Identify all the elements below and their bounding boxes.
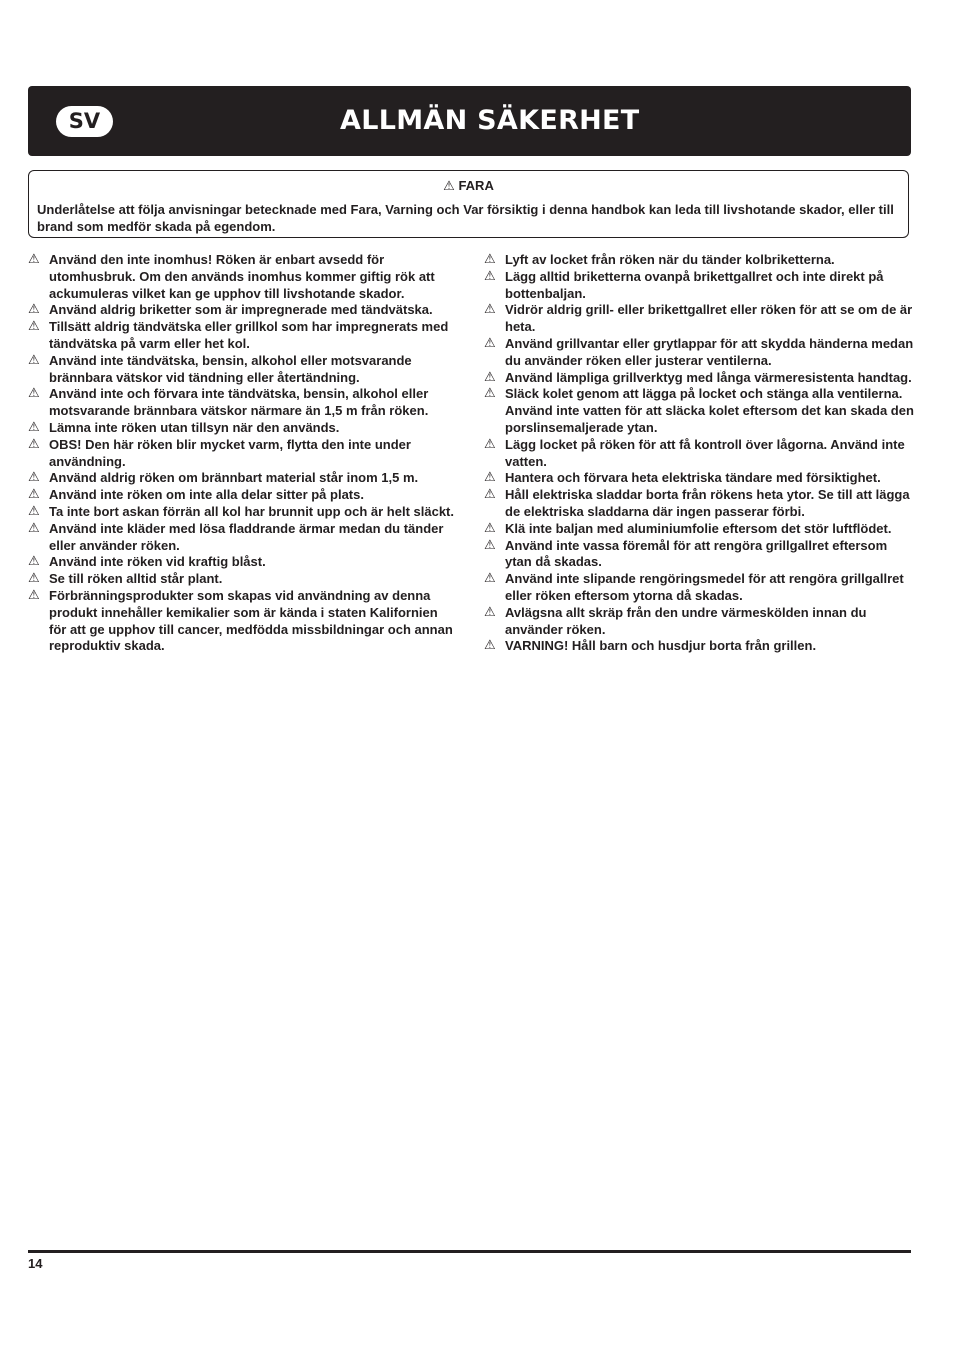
warning-triangle-icon: ⚠ (28, 319, 40, 335)
safety-item-text: Använd inte vassa föremål för att rengöra grillgallret eftersom ytan då skadas. (505, 537, 888, 570)
safety-item-text: Använd inte kläder med lösa fladdrande ärmar medan du tänder eller använder röken. (49, 520, 444, 553)
language-badge: SV (56, 106, 113, 137)
warning-triangle-icon: ⚠ (484, 302, 496, 318)
safety-item-text: Använd aldrig briketter som är impregnerade med tändvätska. (49, 302, 433, 318)
safety-list-item (28, 319, 458, 353)
warning-triangle-icon: ⚠ (484, 520, 496, 536)
safety-item-text: Lyft av locket från röken när du tänder kolbriketterna. (505, 252, 835, 267)
safety-list-item (28, 521, 458, 555)
safety-item-text: Använd inte slipande rengöringsmedel för att rengöra grillgallret eller röken eftersom ytorna då skadas. (505, 571, 904, 603)
safety-list-item (484, 336, 914, 370)
safety-item-text: Använd lämpliga grillverktyg med långa värmeresistenta handtag. (505, 369, 912, 385)
warning-triangle-icon: ⚠ (484, 436, 496, 452)
safety-item-text: Se till röken alltid står plant. (49, 571, 223, 587)
safety-list-item (484, 605, 914, 639)
safety-list-item (484, 470, 914, 487)
safety-list-item (484, 302, 914, 336)
page-title: ALLMÄN SÄKERHET (340, 105, 640, 136)
safety-list-item (28, 487, 458, 504)
safety-item-text: Lägg alltid briketterna ovanpå brikettgallret och inte direkt på bottenbaljan. (505, 268, 884, 301)
warning-triangle-icon: ⚠ (28, 503, 40, 519)
safety-list-item (28, 470, 458, 487)
safety-list-item (28, 252, 458, 302)
safety-list-item (28, 386, 458, 420)
danger-notice (28, 170, 909, 238)
safety-item-text: Använd den inte inomhus! Röken är enbart avsedd för utomhusbruk. Om den används inomhus kommer giftig rök att ackumuleras vilket kan ge upphov till livshotande skador. (49, 252, 435, 301)
danger-heading-label: FARA (458, 178, 494, 193)
safety-list-item (28, 437, 458, 471)
warning-triangle-icon: ⚠ (28, 302, 40, 318)
safety-item-text: Använd aldrig röken om brännbart material står inom 1,5 m. (49, 470, 419, 486)
warning-triangle-icon: ⚠ (28, 520, 40, 536)
warning-triangle-icon: ⚠ (484, 335, 496, 351)
safety-list-item (484, 370, 914, 387)
warning-triangle-icon: ⚠ (484, 470, 496, 486)
safety-list-item (28, 302, 458, 319)
safety-list-item (28, 554, 458, 571)
safety-item-text: Vidrör aldrig grill- eller brikettgallret eller röken för att se om de är heta. (505, 302, 913, 335)
safety-item-text: VARNING! Håll barn och husdjur borta från grillen. (505, 638, 817, 654)
safety-item-text: Tillsätt aldrig tändvätska eller grillkol som har impregnerats med tändvätska på varm eller het kol. (49, 319, 449, 351)
warning-triangle-icon: ⚠ (484, 268, 496, 284)
warning-triangle-icon: ⚠ (484, 487, 496, 503)
danger-text: Underlåtelse att följa anvisningar betecknade med Fara, Varning och Var försiktig i denna handbok kan leda till livshotande skador, eller till brand som medför skada på egendom. (37, 202, 894, 234)
safety-item-text: Håll elektriska sladdar borta från rökens heta ytor. Se till att lägga de elektriska sladdarna där ingen passerar förbi. (505, 487, 910, 519)
safety-list-left (28, 252, 458, 655)
warning-triangle-icon: ⚠ (28, 352, 40, 368)
warning-triangle-icon: ⚠ (443, 179, 455, 194)
warning-triangle-icon: ⚠ (28, 571, 40, 587)
safety-list-item (28, 571, 458, 588)
safety-list-item (484, 538, 914, 572)
safety-list-item (28, 353, 458, 387)
safety-item-text: Lägg locket på röken för att få kontroll över lågorna. Använd inte vatten. (505, 436, 905, 469)
warning-triangle-icon: ⚠ (28, 554, 40, 570)
warning-triangle-icon: ⚠ (484, 638, 496, 654)
safety-list-item (28, 504, 458, 521)
safety-item-text: Använd inte och förvara inte tändvätska, bensin, alkohol eller motsvarande brännbara vätskor närmare än 1,5 m från röken. (49, 386, 429, 419)
safety-item-text: Släck kolet genom att lägga på locket och stänga alla ventilerna. Använd inte vatten för att släcka kolet eftersom det kan skada den porslinsemaljerade ytan. (505, 386, 914, 435)
warning-triangle-icon: ⚠ (28, 252, 40, 267)
safety-list-item (28, 420, 458, 437)
warning-triangle-icon: ⚠ (484, 386, 496, 402)
warning-triangle-icon: ⚠ (484, 369, 496, 385)
safety-item-text: Använd inte röken om inte alla delar sitter på plats. (49, 487, 364, 503)
safety-list-item (484, 571, 914, 605)
safety-list-item (484, 269, 914, 303)
warning-triangle-icon: ⚠ (28, 436, 40, 452)
section-header (28, 86, 911, 156)
safety-item-text: Använd inte tändvätska, bensin, alkohol eller motsvarande brännbara vätskor vid tändning eller återtändning. (49, 352, 412, 385)
warning-triangle-icon: ⚠ (484, 537, 496, 553)
page-number: 14 (28, 1256, 43, 1271)
safety-item-text: Avlägsna allt skräp från den undre värmeskölden innan du använder röken. (505, 604, 867, 637)
safety-item-text: Förbränningsprodukter som skapas vid användning av denna produkt innehåller kemikalier som är kända i staten Kalifornien för att ge upphov till cancer, medfödda missbildningar och annan reproduktiv skada. (49, 587, 453, 654)
safety-item-text: OBS! Den här röken blir mycket varm, flytta den inte under användning. (49, 436, 411, 469)
safety-item-text: Lämna inte röken utan tillsyn när den används. (49, 419, 340, 435)
safety-list-right (484, 252, 914, 655)
warning-triangle-icon: ⚠ (28, 386, 40, 402)
safety-list-item (484, 487, 914, 521)
safety-item-text: Klä inte baljan med aluminiumfolie eftersom det stör luftflödet. (505, 520, 892, 536)
warning-triangle-icon: ⚠ (28, 487, 40, 503)
warning-triangle-icon: ⚠ (484, 604, 496, 620)
warning-triangle-icon: ⚠ (28, 470, 40, 486)
danger-heading (29, 178, 908, 195)
safety-list-item (484, 638, 914, 655)
warning-triangle-icon: ⚠ (484, 252, 496, 267)
safety-list-item (484, 437, 914, 471)
warning-triangle-icon: ⚠ (28, 587, 40, 603)
safety-list-item (484, 521, 914, 538)
warning-triangle-icon: ⚠ (484, 571, 496, 587)
safety-item-text: Använd inte röken vid kraftig blåst. (49, 554, 266, 570)
safety-item-text: Använd grillvantar eller grytlappar för att skydda händerna medan du använder röken eller justerar ventilerna. (505, 335, 914, 368)
safety-list-item (28, 588, 458, 655)
safety-list-item (484, 252, 914, 269)
warning-triangle-icon: ⚠ (28, 419, 40, 435)
safety-item-text: Ta inte bort askan förrän all kol har brunnit upp och är helt släckt. (49, 503, 454, 519)
footer-divider (28, 1250, 911, 1253)
safety-list-item (484, 386, 914, 436)
safety-item-text: Hantera och förvara heta elektriska tändare med försiktighet. (505, 470, 881, 486)
